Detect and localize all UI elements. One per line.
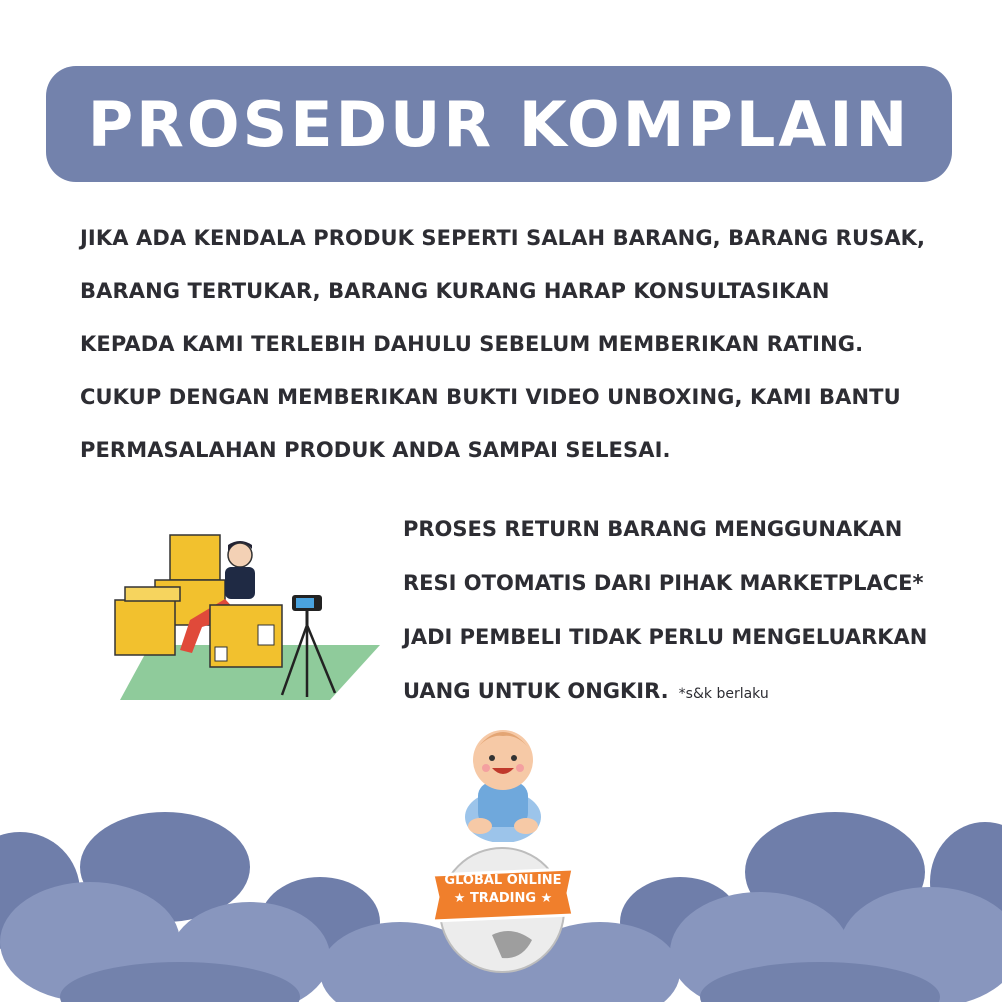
intro-line: BARANG TERTUKAR, BARANG KURANG HARAP KONSULTASIKAN xyxy=(80,279,830,303)
intro-paragraph xyxy=(80,212,960,477)
logo-line-1: GLOBAL ONLINE xyxy=(444,873,562,888)
unboxing-illustration-icon xyxy=(110,525,380,705)
baby-mascot-icon xyxy=(448,722,558,842)
return-line: JADI PEMBELI TIDAK PERLU MENGELUARKAN xyxy=(403,625,928,649)
return-line: PROSES RETURN BARANG MENGGUNAKAN xyxy=(403,517,903,541)
intro-line: CUKUP DENGAN MEMBERIKAN BUKTI VIDEO UNBOXING, KAMI BANTU xyxy=(80,385,901,409)
title-banner xyxy=(46,66,952,182)
logo-text xyxy=(428,872,578,908)
intro-line: KEPADA KAMI TERLEBIH DAHULU SEBELUM MEMBERIKAN RATING. xyxy=(80,332,864,356)
return-line-last xyxy=(403,664,983,721)
logo-line-2: ★ TRADING ★ xyxy=(453,891,553,906)
return-line: UANG UNTUK ONGKIR. xyxy=(403,679,669,703)
intro-line: JIKA ADA KENDALA PRODUK SEPERTI SALAH BARANG, BARANG RUSAK, xyxy=(80,226,926,250)
return-line: RESI OTOMATIS DARI PIHAK MARKETPLACE* xyxy=(403,571,924,595)
terms-note: *s&k berlaku xyxy=(678,686,769,702)
page-title: PROSEDUR KOMPLAIN xyxy=(87,87,911,161)
return-paragraph xyxy=(403,502,983,721)
intro-line: PERMASALAHAN PRODUK ANDA SAMPAI SELESAI. xyxy=(80,438,671,462)
logo-line-2-text: TRADING xyxy=(469,891,537,906)
